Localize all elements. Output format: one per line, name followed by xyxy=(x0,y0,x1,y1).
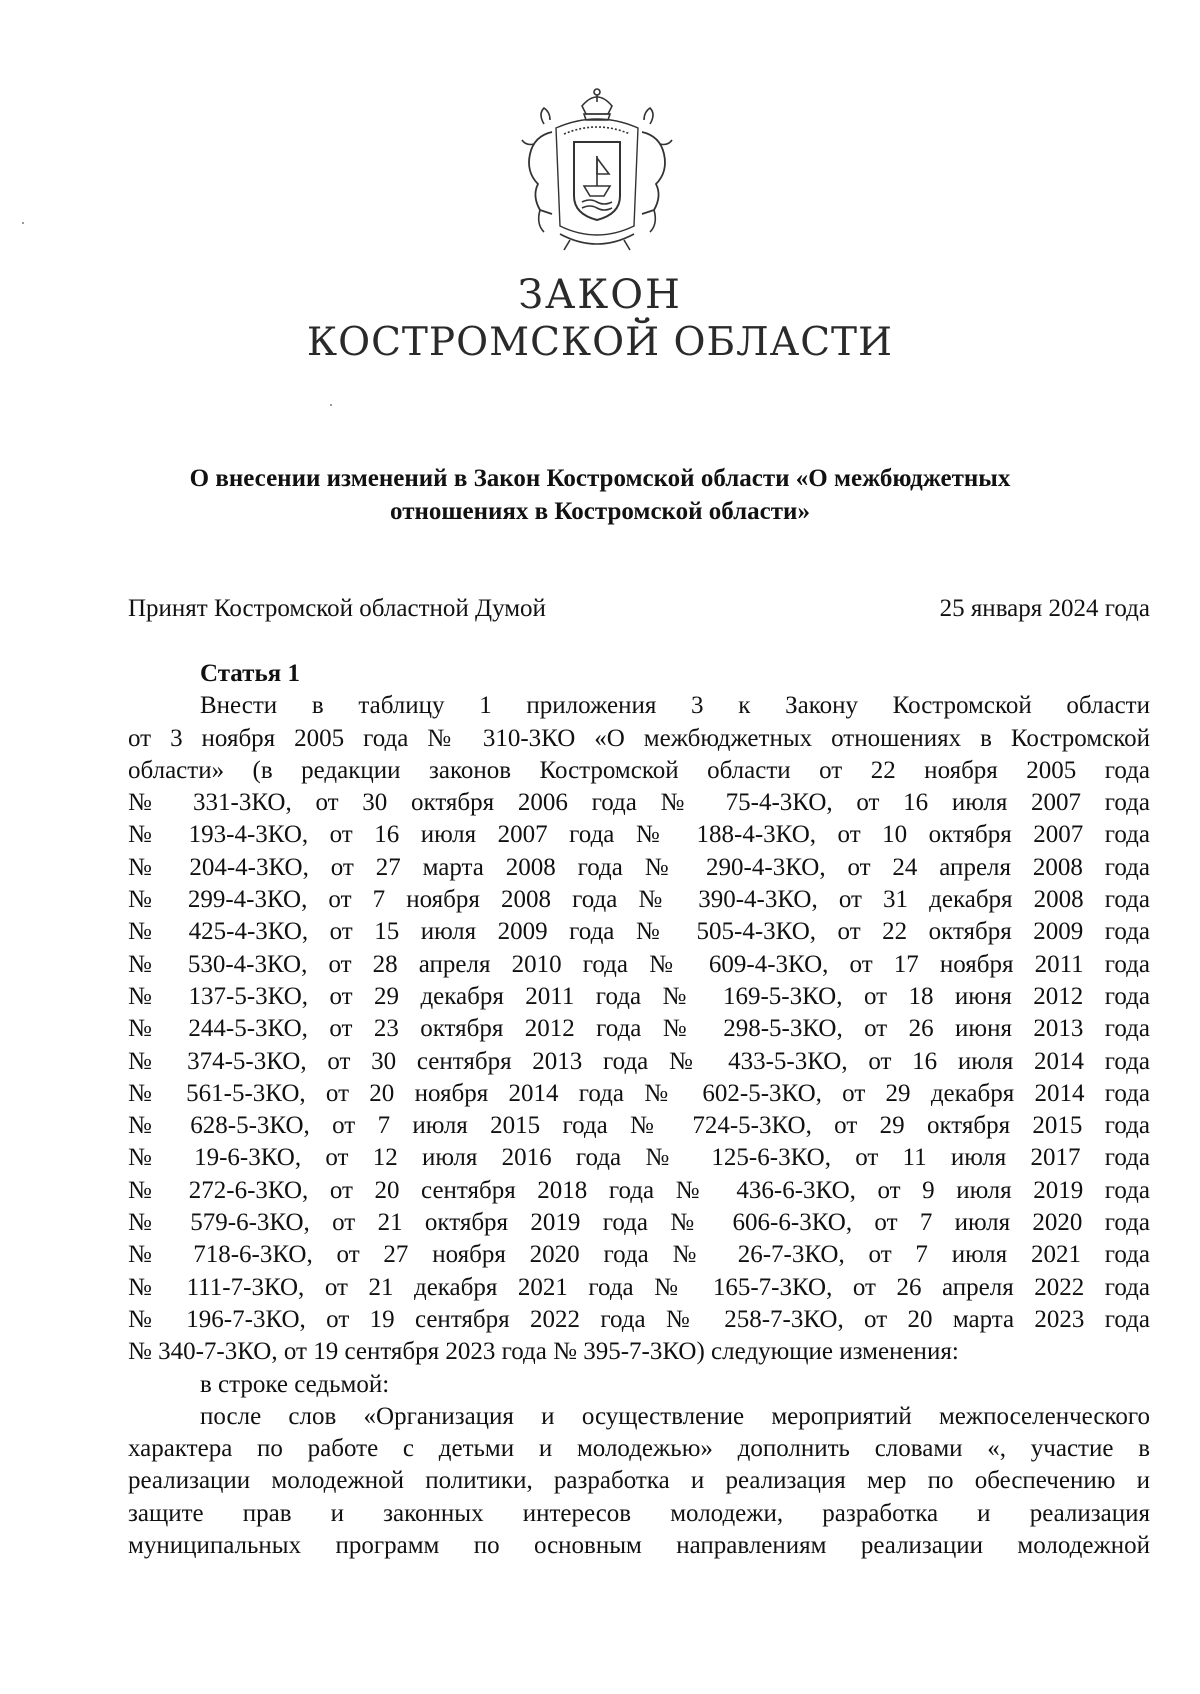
heading-line: отношениях в Костромской области» xyxy=(390,498,810,525)
text-line: № 244-5-3КО, от 23 октября 2012 года № 298-5-3КО, от 26 июня 2013 года xyxy=(128,1015,1150,1043)
text-line: № 331-3КО, от 30 октября 2006 года № 75-4-3КО, от 16 июля 2007 года xyxy=(128,789,1150,817)
text-line: от 3 ноября 2005 года № 310-3КО «О межбюджетных отношениях в Костромской xyxy=(128,724,1150,752)
law-region-title: КОСТРОМСКОЙ ОБЛАСТИ xyxy=(306,320,894,365)
text-line: № 530-4-3КО, от 28 апреля 2010 года № 609-4-3КО, от 17 ноября 2011 года xyxy=(128,950,1150,978)
text-line: № 374-5-3КО, от 30 сентября 2013 года № 433-5-3КО, от 16 июля 2014 года xyxy=(128,1047,1150,1075)
law-title: ЗАКОН xyxy=(518,272,682,318)
text-line: после слов «Организация и осуществление мероприятий межпоселенческого xyxy=(200,1402,1150,1430)
text-line: муниципальных программ по основным направлениям реализации молодежной xyxy=(128,1532,1150,1560)
text-line: № 111-7-3КО, от 21 декабря 2021 года № 165-7-3КО, от 26 апреля 2022 года xyxy=(128,1273,1150,1301)
text-line: области» (в редакции законов Костромской области от 22 ноября 2005 года xyxy=(128,756,1150,784)
text-line: № 425-4-3КО, от 15 июля 2009 года № 505-4-3КО, от 22 октября 2009 года xyxy=(128,918,1150,946)
text-line: № 299-4-3КО, от 7 ноября 2008 года № 390-4-3КО, от 31 декабря 2008 года xyxy=(128,886,1150,914)
text-line: защите прав и законных интересов молодежи, разработка и реализация xyxy=(128,1499,1150,1527)
text-line: № 193-4-3КО, от 16 июля 2007 года № 188-4-3КО, от 10 октября 2007 года xyxy=(128,821,1150,849)
adoption-info xyxy=(128,594,1150,624)
text-line: реализации молодежной политики, разработка и реализация мер по обеспечению и xyxy=(128,1467,1150,1495)
scan-artifact xyxy=(330,404,332,406)
text-line: № 340-7-3КО, от 19 сентября 2023 года № 395-7-3КО) следующие изменения: xyxy=(128,1338,959,1366)
text-line: № 272-6-3КО, от 20 сентября 2018 года № 436-6-3КО, от 9 июля 2019 года xyxy=(128,1176,1150,1204)
text-line: № 19-6-3КО, от 12 июля 2016 года № 125-6-3КО, от 11 июля 2017 года xyxy=(128,1144,1150,1172)
row-note: в строке седьмой: xyxy=(200,1370,390,1398)
scan-artifact xyxy=(22,222,24,224)
heading-line: О внесении изменений в Закон Костромской области «О межбюджетных xyxy=(189,465,1011,492)
text-line: № 579-6-3КО, от 21 октября 2019 года № 606-6-3КО, от 7 июля 2020 года xyxy=(128,1209,1150,1237)
text-line: № 628-5-3КО, от 7 июля 2015 года № 724-5-3КО, от 29 октября 2015 года xyxy=(128,1112,1150,1140)
text-line: характера по работе с детьми и молодежью» дополнить словами «, участие в xyxy=(128,1435,1150,1463)
article-title: Статья 1 xyxy=(200,660,300,687)
document-heading xyxy=(150,462,1050,528)
text-line: № 196-7-3КО, от 19 сентября 2022 года № 258-7-3КО, от 20 марта 2023 года xyxy=(128,1305,1150,1333)
coat-of-arms-icon xyxy=(504,84,690,256)
text-line: № 718-6-3КО, от 27 ноября 2020 года № 26-7-3КО, от 7 июля 2021 года xyxy=(128,1241,1150,1269)
text-line: № 561-5-3КО, от 20 ноября 2014 года № 602-5-3КО, от 29 декабря 2014 года xyxy=(128,1079,1150,1107)
adopted-by: Принят Костромской областной Думой xyxy=(128,595,546,622)
text-line: № 204-4-3КО, от 27 марта 2008 года № 290-4-3КО, от 24 апреля 2008 года xyxy=(128,853,1150,881)
text-line: Внести в таблицу 1 приложения 3 к Закону Костромской области xyxy=(200,692,1150,720)
article-body xyxy=(128,658,1150,1562)
adoption-date: 25 января 2024 года xyxy=(939,595,1150,622)
text-line: № 137-5-3КО, от 29 декабря 2011 года № 169-5-3КО, от 18 июня 2012 года xyxy=(128,982,1150,1010)
